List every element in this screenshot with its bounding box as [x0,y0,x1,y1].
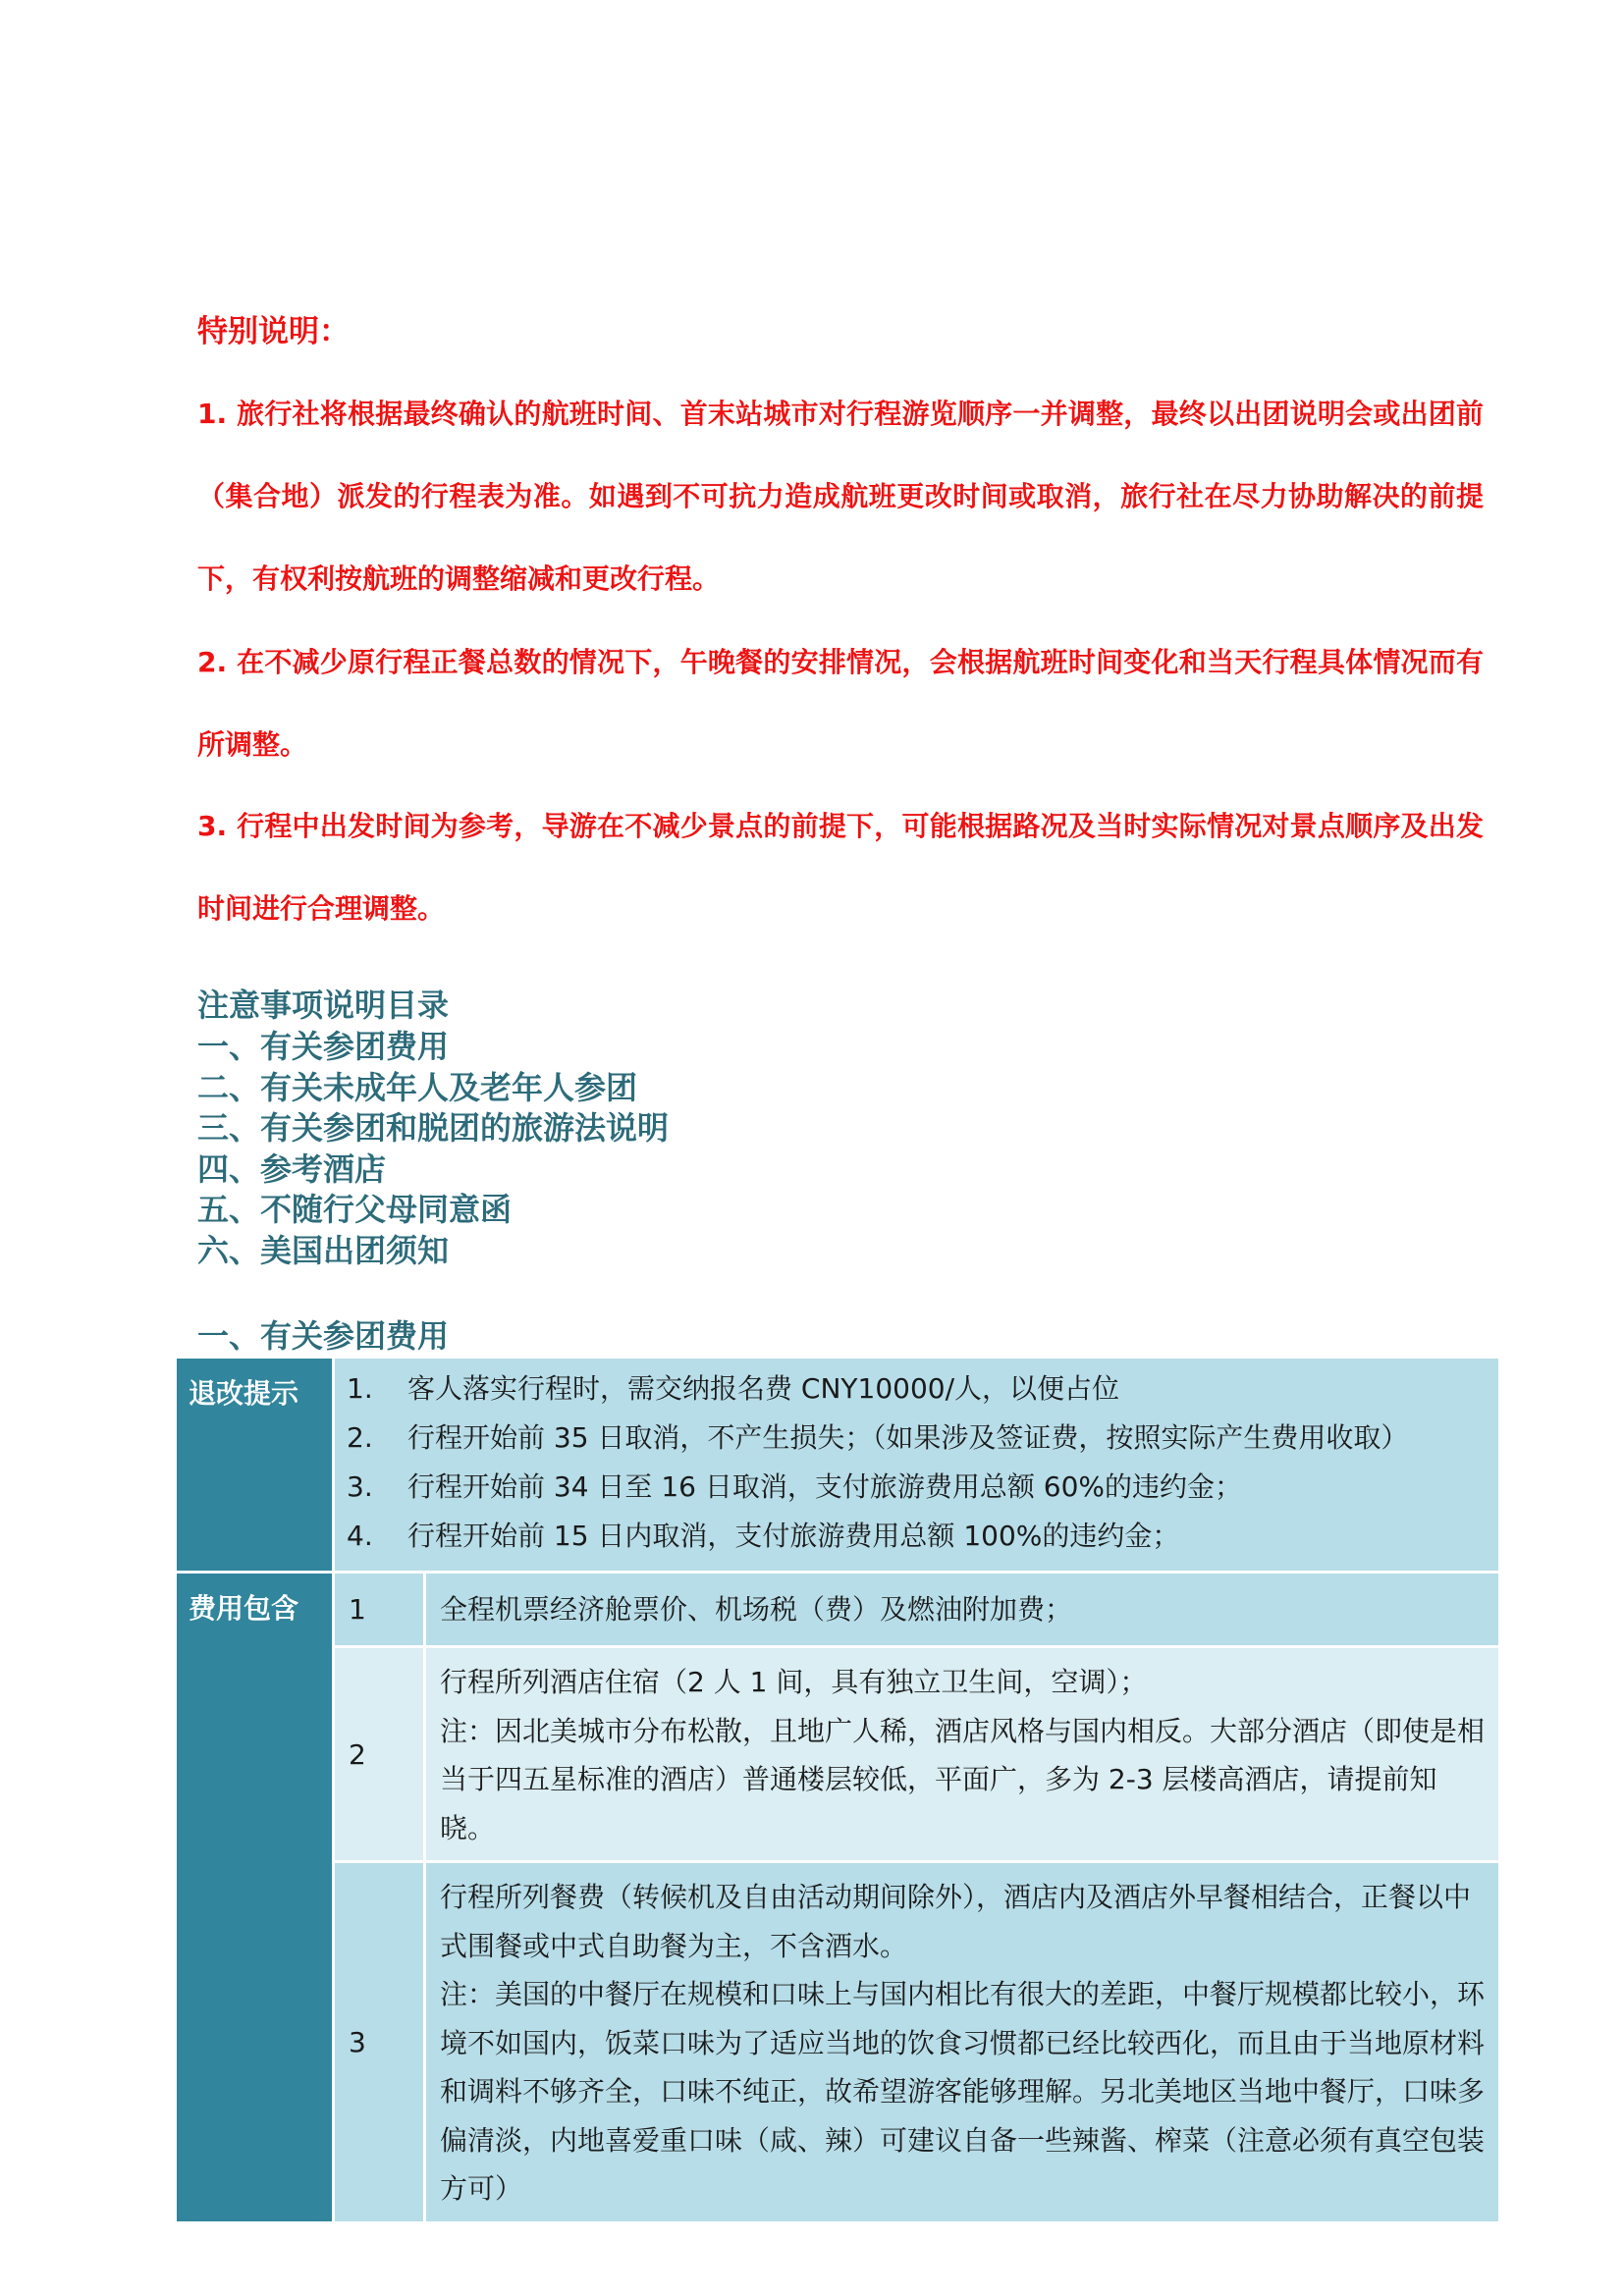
toc-item: 四、参考酒店 [197,1149,387,1188]
section-heading-fees: 一、有关参团费用 [197,1317,450,1355]
row-number: 1 [334,1573,425,1647]
toc-item: 一、有关参团费用 [197,1028,450,1065]
row-number: 3 [334,1862,425,2223]
table-row [176,1358,1500,1573]
list-item [347,1364,1489,1414]
fees-table [174,1356,1501,2224]
list-text: 行程开始前 35 日取消，不产生损失；（如果涉及签证费，按照实际产生费用收取） [407,1421,1409,1454]
list-item [347,1463,1489,1512]
toc-list [197,1027,669,1272]
list-text: 行程开始前 15 日内取消，支付旅游费用总额 100%的违约金； [407,1520,1180,1552]
fees-included-label: 费用包含 [176,1573,334,2223]
toc-title: 注意事项说明目录 [197,987,450,1024]
fee-row-text [425,1573,1500,1647]
fee-line: 行程所列餐费（转候机及自由活动期间除外），酒店内及酒店外早餐相结合，正餐以中式围餐或中式自助餐为主，不含酒水。 [440,1881,1472,1962]
refund-list [347,1364,1489,1561]
toc-item: 二、有关未成年人及老年人参团 [197,1068,638,1106]
fee-line: 注：因北美城市分布松散，且地广人稀，酒店风格与国内相反。大部分酒店（即使是相当于四五星标准的酒店）普通楼层较低，平面广，多为 2-3 层楼高酒店，请提前知晓。 [440,1714,1486,1844]
table-row [176,1862,1500,2223]
list-number: 1. [347,1372,373,1405]
list-number: 3. [347,1470,373,1503]
table-row [176,1573,1500,1647]
list-item [347,1414,1489,1463]
refund-list-cell [334,1358,1500,1573]
toc-item: 五、不随行父母同意函 [197,1191,513,1229]
toc-item: 六、美国出团须知 [197,1231,450,1269]
list-number: 2. [347,1421,373,1454]
special-note-2: 2. 在不减少原行程正餐总数的情况下，午晚餐的安排情况，会根据航班时间变化和当天行程具体情况而有所调整。 [197,646,1484,761]
fee-row-text [425,1862,1500,2223]
fee-line: 行程所列酒店住宿（2 人 1 间，具有独立卫生间，空调）； [440,1666,1148,1698]
list-number: 4. [347,1520,373,1552]
special-note-3: 3. 行程中出发时间为参考，导游在不减少景点的前提下，可能根据路况及当时实际情况对景点顺序及出发时间进行合理调整。 [197,810,1484,925]
special-notes-title: 特别说明： [197,314,350,349]
table-row [176,1647,1500,1862]
refund-label: 退改提示 [176,1358,334,1573]
list-text: 行程开始前 34 日至 16 日取消，支付旅游费用总额 60%的违约金； [407,1470,1242,1503]
fee-row-text [425,1647,1500,1862]
special-note-1: 1. 旅行社将根据最终确认的航班时间、首末站城市对行程游览顺序一并调整，最终以出团说明会或出团前（集合地）派发的行程表为准。如遇到不可抗力造成航班更改时间或取消，旅行社在尽力协助解决的前提下，有权利按航班的调整缩减和更改行程。 [197,398,1484,595]
toc-item: 三、有关参团和脱团的旅游法说明 [197,1109,670,1148]
fee-line: 注：美国的中餐厅在规模和口味上与国内相比有很大的差距，中餐厅规模都比较小，环境不如国内，饭菜口味为了适应当地的饮食习惯都已经比较西化，而且由于当地原材料和调料不够齐全，口味不纯正，故希望游客能够理解。另北美地区当地中餐厅，口味多偏清淡，内地喜爱重口味（咸、辣）可建议自备一些辣酱、榨菜（注意必须有真空包装方可） [440,1978,1486,2205]
list-item [347,1512,1489,1561]
list-text: 客人落实行程时，需交纳报名费 CNY10000/人，以便占位 [407,1372,1120,1405]
row-number: 2 [334,1647,425,1862]
fee-line: 全程机票经济舱票价、机场税（费）及燃油附加费； [440,1592,1073,1626]
